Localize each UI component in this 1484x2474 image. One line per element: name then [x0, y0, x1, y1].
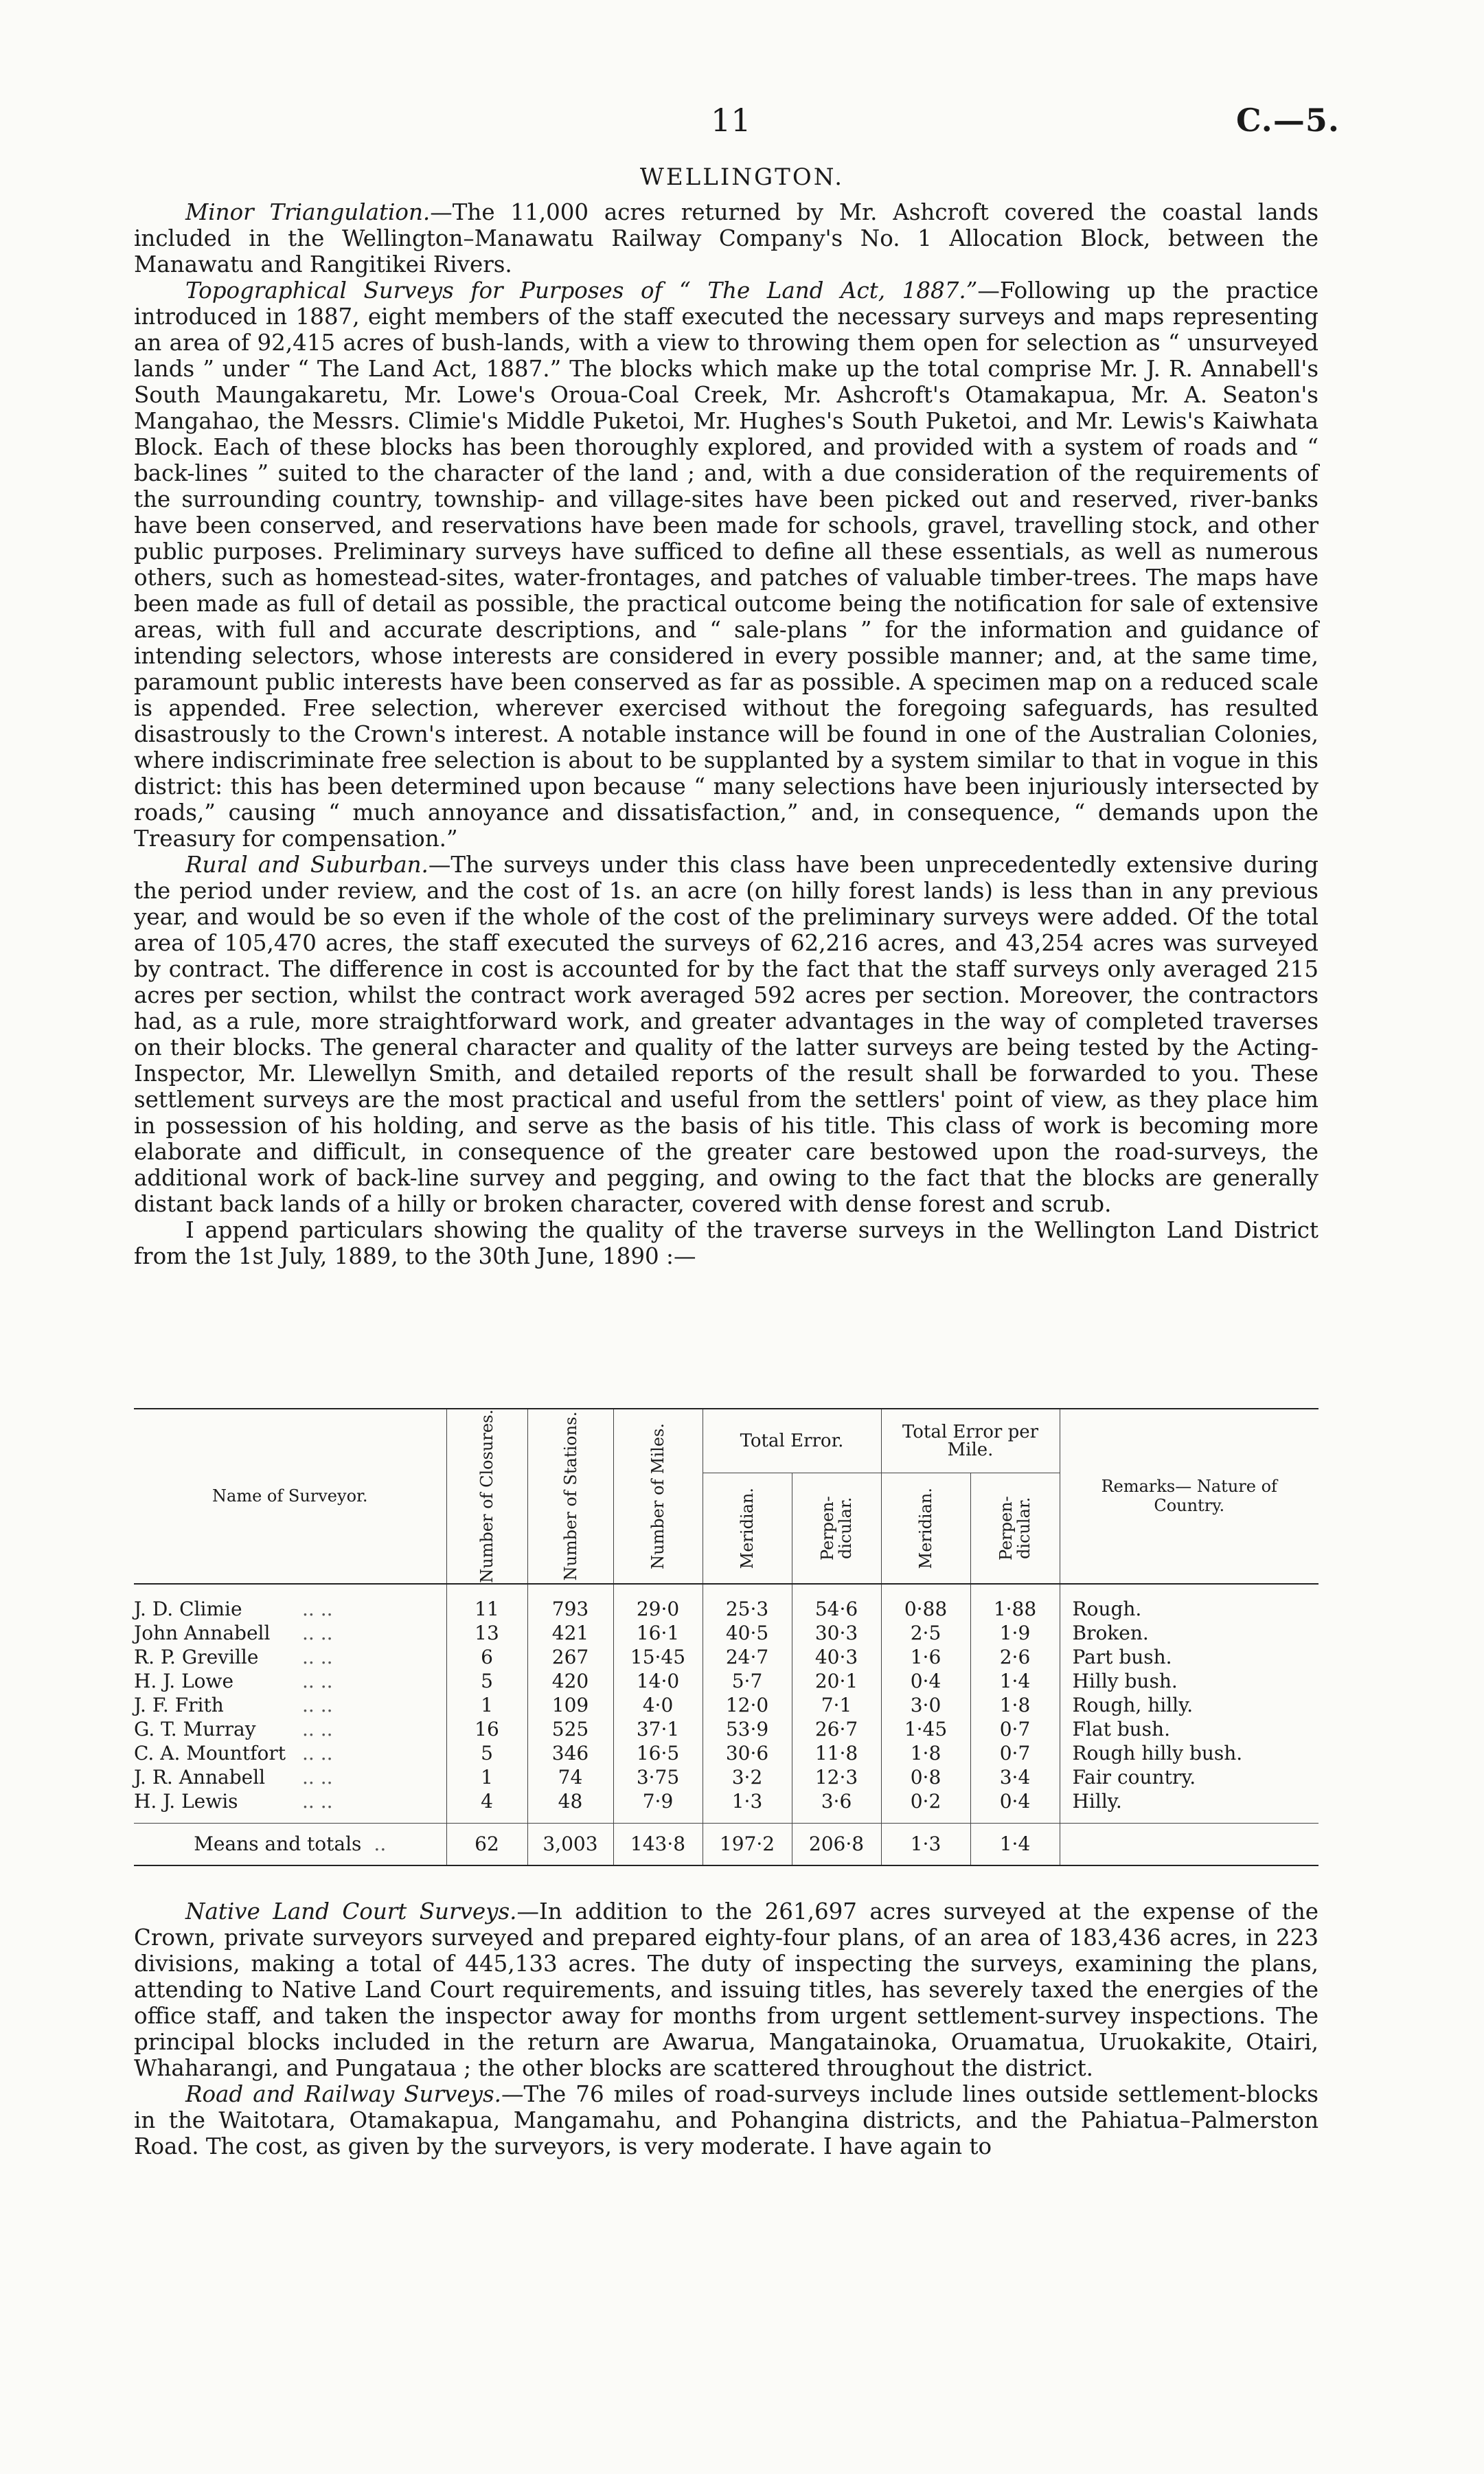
page-number: 11 [711, 102, 751, 139]
header-remarks: Remarks— Nature of Country. [1060, 1409, 1319, 1584]
surveyor-name: H. J. Lowe [134, 1669, 234, 1692]
header-closures-label: Number of Closures. [477, 1409, 496, 1583]
paragraph-text: —The 11,000 acres returned by Mr. Ashcroft covered the coastal lands included in the Wellington–Manawatu Railway Company's No. 1 Allocation Block, between the Manawatu and Rangitikei Rivers. [134, 199, 1319, 277]
cell-stations: 420 [527, 1669, 613, 1693]
header-per-mile-meridian [881, 1473, 970, 1584]
cell-remarks: Flat bush. [1060, 1717, 1319, 1741]
table-row [134, 1765, 1319, 1789]
total-err-meridian: 197·2 [703, 1823, 792, 1865]
total-pm-perp: 1·4 [970, 1823, 1060, 1865]
table-body [134, 1584, 1319, 1865]
cell-err-perp: 30·3 [792, 1621, 881, 1645]
cell-closures: 16 [446, 1717, 527, 1741]
cell-pm-meridian: 0·8 [881, 1765, 970, 1789]
cell-remarks: Fair country. [1060, 1765, 1319, 1789]
paragraph-minor-triangulation [134, 199, 1319, 277]
body-text-upper [134, 199, 1319, 1269]
dot-leader: .. .. [302, 1765, 333, 1789]
header-per-mile-perpendicular [970, 1473, 1060, 1584]
cell-closures: 11 [446, 1584, 527, 1621]
dot-leader: .. .. [302, 1621, 333, 1644]
header-stations [527, 1409, 613, 1584]
cell-remarks: Part bush. [1060, 1645, 1319, 1669]
paragraph-heading: Rural and Suburban. [185, 852, 429, 878]
cell-closures: 4 [446, 1789, 527, 1824]
surveyor-name-cell [134, 1789, 446, 1824]
surveyor-name: J. F. Frith [134, 1693, 224, 1716]
header-error-meridian-label: Meridian. [738, 1487, 757, 1569]
total-stations: 3,003 [527, 1823, 613, 1865]
paragraph-heading: Topographical Surveys for Purposes of “ The Land Act, 1887.” [185, 277, 978, 304]
cell-remarks: Hilly. [1060, 1789, 1319, 1824]
cell-err-meridian: 30·6 [703, 1741, 792, 1765]
paragraph-text: —Following up the practice introduced in 1887, eight members of the staff executed the necessary surveys and maps representing an area of 92,415 acres of bush-lands, with a view to throwing them open for selection as “ unsurveyed lands ” under “ The Land Act, 1887.” The blocks which make up the total comprise Mr. J. R. Annabell's South Maungakaretu, Mr. Lowe's Oroua-Coal Creek, Mr. Ashcroft's Otamakapua, Mr. A. Seaton's Mangahao, the Messrs. Climie's Middle Puketoi, Mr. Hughes's South Puketoi, and Mr. Lewis's Kaiwhata Block. Each of these blocks has been thoroughly explored, and provided with a system of roads and “ back-lines ” suited to the character of the land ; and, with a due consideration of the requirements of the surrounding country, township- and village-sites have been picked out and reserved, river-banks have been conserved, and reservations have been made for schools, gravel, travelling stock, and other public purposes. Preliminary surveys have sufficed to define all these essentials, as well as numerous others, such as homestead-sites, water-frontages, and patches of valuable timber-trees. The maps have been made as full of detail as possible, the practical outcome being the notification for sale of extensive areas, with full and accurate descriptions, and “ sale-plans ” for the information and guidance of intending selectors, whose interests are considered in every possible manner; and, at the same time, paramount public interests have been conserved as far as possible. A specimen map on a reduced scale is appended. Free selection, wherever exercised without the foregoing safeguards, has resulted disastrously to the Crown's interest. A notable instance will be found in one of the Australian Colonies, where indiscriminate free selection is about to be supplanted by a system similar to that in vogue in this district: this has been determined upon because “ many selections have been injuriously intersected by roads,” causing “ much annoyance and dissatisfaction,” and, in consequence, “ demands upon the Treasury for compensation.” [134, 277, 1319, 852]
cell-err-perp: 11·8 [792, 1741, 881, 1765]
cell-err-perp: 7·1 [792, 1693, 881, 1717]
paragraph-heading: Minor Triangulation. [185, 199, 431, 225]
cell-pm-meridian: 1·6 [881, 1645, 970, 1669]
totals-label: Means and totals [194, 1832, 362, 1856]
cell-remarks: Broken. [1060, 1621, 1319, 1645]
surveyor-name: J. R. Annabell [134, 1765, 266, 1789]
total-miles: 143·8 [613, 1823, 703, 1865]
cell-miles: 15·45 [613, 1645, 703, 1669]
cell-pm-meridian: 1·8 [881, 1741, 970, 1765]
surveyor-name-cell [134, 1765, 446, 1789]
cell-err-perp: 26·7 [792, 1717, 881, 1741]
paragraph-heading: Native Land Court Surveys. [185, 1898, 517, 1925]
surveyor-name: G. T. Murray [134, 1717, 256, 1740]
table-row [134, 1621, 1319, 1645]
table-row [134, 1741, 1319, 1765]
cell-stations: 421 [527, 1621, 613, 1645]
cell-pm-perp: 1·88 [970, 1584, 1060, 1621]
cell-err-perp: 12·3 [792, 1765, 881, 1789]
traverse-survey-table [134, 1408, 1319, 1866]
surveyor-name: C. A. Mountfort [134, 1741, 286, 1764]
cell-pm-perp: 0·4 [970, 1789, 1060, 1824]
dot-leader: .. .. [302, 1789, 333, 1813]
header-miles-label: Number of Miles. [648, 1422, 667, 1569]
cell-closures: 6 [446, 1645, 527, 1669]
table-row [134, 1693, 1319, 1717]
surveyor-name-cell [134, 1669, 446, 1693]
cell-miles: 7·9 [613, 1789, 703, 1824]
cell-miles: 14·0 [613, 1669, 703, 1693]
cell-pm-meridian: 0·4 [881, 1669, 970, 1693]
table-row [134, 1645, 1319, 1669]
cell-pm-meridian: 0·2 [881, 1789, 970, 1824]
cell-pm-perp: 1·4 [970, 1669, 1060, 1693]
header-stations-label: Number of Stations. [560, 1411, 580, 1581]
dot-leader: .. .. [302, 1597, 333, 1620]
surveyor-name: R. P. Greville [134, 1645, 259, 1668]
cell-pm-perp: 1·9 [970, 1621, 1060, 1645]
surveyor-name: H. J. Lewis [134, 1789, 238, 1813]
cell-err-perp: 40·3 [792, 1645, 881, 1669]
surveyor-name-cell [134, 1584, 446, 1621]
header-per-mile-meridian-label: Meridian. [916, 1487, 935, 1569]
cell-pm-perp: 2·6 [970, 1645, 1060, 1669]
dot-leader: .. .. [302, 1741, 333, 1764]
cell-miles: 16·5 [613, 1741, 703, 1765]
surveyor-name-cell [134, 1717, 446, 1741]
header-name-of-surveyor: Name of Surveyor. [134, 1409, 446, 1584]
cell-miles: 16·1 [613, 1621, 703, 1645]
section-title: WELLINGTON. [639, 163, 845, 191]
paragraph-heading: Road and Railway Surveys. [185, 2081, 501, 2107]
cell-pm-perp: 1·8 [970, 1693, 1060, 1717]
surveyor-name-cell [134, 1693, 446, 1717]
table-row [134, 1717, 1319, 1741]
cell-err-meridian: 25·3 [703, 1584, 792, 1621]
totals-label-cell [134, 1823, 446, 1865]
paragraph-text: I append particulars showing the quality of the traverse surveys in the Wellington Land District from the 1st July, 1889, to the 30th June, 1890 :— [134, 1217, 1319, 1269]
cell-miles: 4·0 [613, 1693, 703, 1717]
total-err-perp: 206·8 [792, 1823, 881, 1865]
header-error-perpendicular [792, 1473, 881, 1584]
header-miles [613, 1409, 703, 1584]
paragraph-append-particulars [134, 1217, 1319, 1269]
cell-stations: 793 [527, 1584, 613, 1621]
cell-miles: 3·75 [613, 1765, 703, 1789]
cell-pm-perp: 3·4 [970, 1765, 1060, 1789]
table-row [134, 1789, 1319, 1824]
cell-pm-meridian: 1·45 [881, 1717, 970, 1741]
cell-stations: 109 [527, 1693, 613, 1717]
surveyor-name: J. D. Climie [134, 1597, 242, 1620]
document-reference: C.—5. [1236, 102, 1340, 139]
paragraph-text: —In addition to the 261,697 acres surveyed at the expense of the Crown, private surveyors surveyed and prepared eighty-four plans, of an area of 183,436 acres, in 223 divisions, making a total of 445,133 acres. The duty of inspecting the surveys, examining the plans, attending to Native Land Court requirements, and issuing titles, has severely taxed the energies of the office staff, and taken the inspector away for months from urgent settlement-survey inspections. The principal blocks included in the return are Awarua, Mangatainoka, Oruamatua, Uruokakite, Otairi, Whaharangi, and Pungataua ; the other blocks are scattered throughout the district. [134, 1898, 1319, 2081]
dot-leader: .. .. [302, 1669, 333, 1692]
dot-leader: .. .. [302, 1693, 333, 1716]
paragraph-topographical-surveys [134, 277, 1319, 852]
cell-err-meridian: 53·9 [703, 1717, 792, 1741]
cell-miles: 29·0 [613, 1584, 703, 1621]
cell-pm-perp: 0·7 [970, 1717, 1060, 1741]
body-text-lower [134, 1898, 1319, 2159]
cell-closures: 5 [446, 1669, 527, 1693]
surveyor-name-cell [134, 1645, 446, 1669]
cell-err-meridian: 12·0 [703, 1693, 792, 1717]
cell-closures: 5 [446, 1741, 527, 1765]
cell-remarks: Rough, hilly. [1060, 1693, 1319, 1717]
cell-err-meridian: 5·7 [703, 1669, 792, 1693]
cell-remarks: Rough. [1060, 1584, 1319, 1621]
header-total-error: Total Error. [703, 1409, 881, 1473]
cell-remarks: Hilly bush. [1060, 1669, 1319, 1693]
dot-leader: .. .. [302, 1717, 333, 1740]
surveyor-name: John Annabell [134, 1621, 271, 1644]
total-closures: 62 [446, 1823, 527, 1865]
cell-stations: 267 [527, 1645, 613, 1669]
surveyor-name-cell [134, 1621, 446, 1645]
total-pm-meridian: 1·3 [881, 1823, 970, 1865]
header-per-mile-perpendicular-label: Perpen-dicular. [996, 1496, 1034, 1561]
header-total-error-per-mile: Total Error per Mile. [881, 1409, 1060, 1473]
cell-pm-meridian: 2·5 [881, 1621, 970, 1645]
paragraph-native-land-court [134, 1898, 1319, 2081]
cell-err-meridian: 24·7 [703, 1645, 792, 1669]
cell-stations: 525 [527, 1717, 613, 1741]
cell-miles: 37·1 [613, 1717, 703, 1741]
cell-closures: 1 [446, 1693, 527, 1717]
paragraph-text: —The surveys under this class have been unprecedentedly extensive during the period under review, and the cost of 1s. an acre (on hilly forest lands) is less than in any previous year, and would be so even if the whole of the cost of the preliminary surveys were added. Of the total area of 105,470 acres, the staff executed the surveys of 62,216 acres, and 43,254 acres was surveyed by contract. The difference in cost is accounted for by the fact that the staff surveys only averaged 215 acres per section, whilst the contract work averaged 592 acres per section. Moreover, the contractors had, as a rule, more straightforward work, and greater advantages in the way of completed traverses on their blocks. The general character and quality of the latter surveys are being tested by the Acting-Inspector, Mr. Llewellyn Smith, and detailed reports of the result shall be forwarded to you. These settlement surveys are the most practical and useful from the settlers' point of view, as they place him in possession of his holding, and serve as the basis of his title. This class of work is becoming more elaborate and difficult, in consequence of the greater care bestowed upon the road-surveys, the additional work of back-line survey and pegging, and owing to the fact that the blocks are generally distant back lands of a hilly or broken character, covered with dense forest and scrub. [134, 852, 1319, 1217]
dot-leader: .. [374, 1832, 387, 1856]
cell-pm-meridian: 3·0 [881, 1693, 970, 1717]
cell-err-perp: 54·6 [792, 1584, 881, 1621]
dot-leader: .. .. [302, 1645, 333, 1668]
cell-pm-perp: 0·7 [970, 1741, 1060, 1765]
cell-err-meridian: 40·5 [703, 1621, 792, 1645]
paragraph-rural-suburban [134, 852, 1319, 1217]
cell-err-perp: 3·6 [792, 1789, 881, 1824]
cell-remarks: Rough hilly bush. [1060, 1741, 1319, 1765]
totals-row [134, 1823, 1319, 1865]
cell-pm-meridian: 0·88 [881, 1584, 970, 1621]
cell-err-perp: 20·1 [792, 1669, 881, 1693]
paragraph-text: —The 76 miles of road-surveys include lines outside settlement-blocks in the Waitotara, Otamakapua, Mangamahu, and Pohangina districts, and the Pahiatua–Palmerston Road. The cost, as given by the surveyors, is very moderate. I have again to [134, 2081, 1319, 2159]
cell-err-meridian: 1·3 [703, 1789, 792, 1824]
header-error-meridian [703, 1473, 792, 1584]
paragraph-road-railway [134, 2081, 1319, 2159]
cell-closures: 1 [446, 1765, 527, 1789]
total-remarks-empty [1060, 1823, 1319, 1865]
cell-stations: 346 [527, 1741, 613, 1765]
table-row [134, 1584, 1319, 1621]
cell-stations: 48 [527, 1789, 613, 1824]
surveyor-name-cell [134, 1741, 446, 1765]
cell-closures: 13 [446, 1621, 527, 1645]
cell-err-meridian: 3·2 [703, 1765, 792, 1789]
cell-stations: 74 [527, 1765, 613, 1789]
header-error-perpendicular-label: Perpen-dicular. [818, 1496, 855, 1561]
header-closures [446, 1409, 527, 1584]
table-row [134, 1669, 1319, 1693]
